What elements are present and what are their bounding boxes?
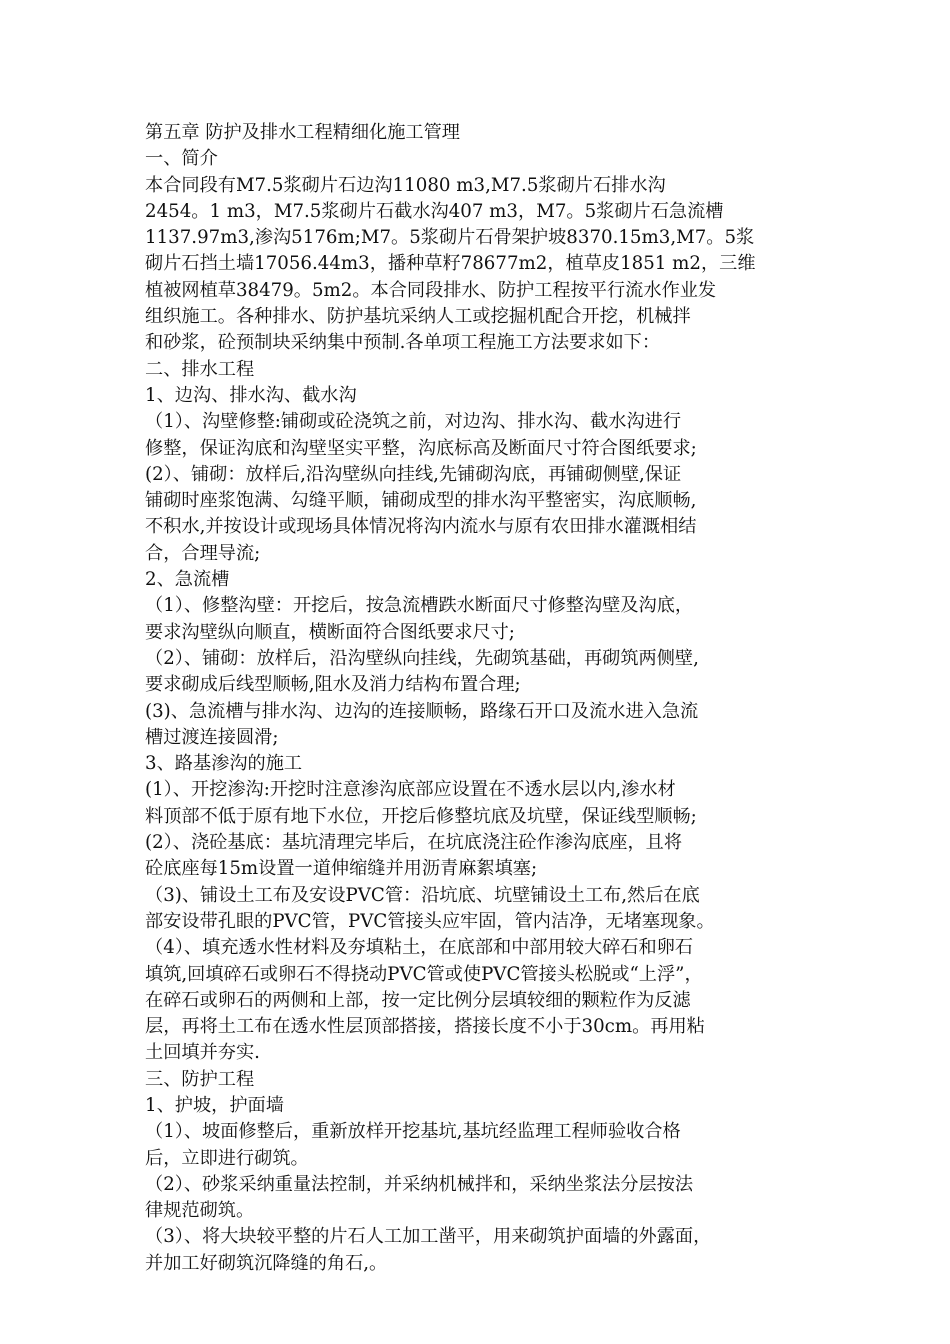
body-text-line: （3)、铺设土工布及安设PVC管：沿坑底、坑壁铺设土工布,然后在底 <box>145 884 700 906</box>
body-text-line: 层，再将土工布在透水性层顶部搭接，搭接长度不小于30cm。再用粘 <box>145 1016 705 1038</box>
body-text-line: 合，合理导流; <box>145 542 261 564</box>
intro-paragraph-line: 本合同段有M7.5浆砌片石边沟11080 m3,M7.5浆砌片石排水沟 <box>145 174 666 196</box>
body-text-line: 修整，保证沟底和沟壁坚实平整，沟底标高及断面尺寸符合图纸要求; <box>145 437 697 459</box>
body-text-line: (2）、浇砼基底：基坑清理完毕后，在坑底浇注砼作渗沟底座，且将 <box>145 832 683 854</box>
subsection-heading: 1、边沟、排水沟、截水沟 <box>145 384 357 406</box>
body-text-line: 铺砌时座浆饱满、勾缝平顺，铺砌成型的排水沟平整密实，沟底顺畅, <box>145 490 697 512</box>
body-text-line: （3）、将大块较平整的片石人工加工凿平，用来砌筑护面墙的外露面， <box>145 1226 712 1248</box>
document-body <box>145 120 820 1277</box>
section-heading-protection: 三、防护工程 <box>145 1068 255 1090</box>
body-text-line: 后，立即进行砌筑。 <box>145 1147 309 1169</box>
body-text-line: 并加工好砌筑沉降缝的角石,。 <box>145 1252 388 1274</box>
body-text-line: (1）、开挖渗沟:开挖时注意渗沟底部应设置在不透水层以内,渗水材 <box>145 779 676 801</box>
body-text-line: （2）、砂浆采纳重量法控制，并采纳机械拌和，采纳坐浆法分层按法 <box>145 1173 694 1195</box>
body-text-line: (3)、急流槽与排水沟、边沟的连接顺畅，路缘石开口及流水进入急流 <box>145 700 699 722</box>
chapter-title: 第五章 防护及排水工程精细化施工管理 <box>145 122 460 143</box>
body-text-line: （1）、修整沟壁：开挖后，按急流槽跌水断面尺寸修整沟壁及沟底， <box>145 595 694 617</box>
body-text-line: 要求砌成后线型顺畅,阻水及消力结构布置合理; <box>145 674 521 696</box>
body-text-line: （1）、沟壁修整:铺砌或砼浇筑之前，对边沟、排水沟、截水沟进行 <box>145 411 682 433</box>
body-text-line: 在碎石或卵石的两侧和上部，按一定比例分层填较细的颗粒作为反滤 <box>145 989 691 1011</box>
subsection-heading: 3、路基渗沟的施工 <box>145 753 303 775</box>
subsection-heading: 2、急流槽 <box>145 569 230 591</box>
body-text-line: 槽过渡连接圆滑; <box>145 726 279 748</box>
body-text-line: 要求沟壁纵向顺直，横断面符合图纸要求尺寸; <box>145 621 515 643</box>
body-text-line: 土回填并夯实. <box>145 1042 260 1064</box>
intro-paragraph-line: 2454。1 m3，M7.5浆砌片石截水沟407 m3，M7。5浆砌片石急流槽 <box>145 200 724 222</box>
intro-paragraph-line: 和砂浆，砼预制块采纳集中预制.各单项工程施工方法要求如下： <box>145 332 661 354</box>
body-text-line: （2）、铺砌：放样后，沿沟壁纵向挂线，先砌筑基础，再砌筑两侧壁, <box>145 647 699 669</box>
body-text-line: （4）、填充透水性材料及夯填粘土，在底部和中部用较大碎石和卵石 <box>145 937 694 959</box>
section-heading-intro: 一、简介 <box>145 148 218 170</box>
intro-paragraph-line: 植被网植草38479。5m2。本合同段排水、防护工程按平行流水作业发 <box>145 279 717 301</box>
body-text-line: 部安设带孔眼的PVC管，PVC管接头应牢固，管内洁净，无堵塞现象。 <box>145 910 715 932</box>
intro-paragraph-line: 组织施工。各种排水、防护基坑采纳人工或挖掘机配合开挖，机械拌 <box>145 306 691 328</box>
body-text-line: 律规范砌筑。 <box>145 1200 255 1222</box>
subsection-heading: 1、护坡，护面墙 <box>145 1094 284 1116</box>
body-text-line: 不积水,并按设计或现场具体情况将沟内流水与原有农田排水灌溉相结 <box>145 516 697 538</box>
intro-paragraph-line: 1137.97m3,渗沟5176m;M7。5浆砌片石骨架护坡8370.15m3,M7。5浆 <box>145 227 755 249</box>
intro-paragraph-line: 砌片石挡土墙17056.44m3，播种草籽78677m2，植草皮1851 m2，三维 <box>145 253 756 275</box>
body-text-line: (2）、铺砌：放样后,沿沟壁纵向挂线,先铺砌沟底，再铺砌侧壁,保证 <box>145 463 682 485</box>
body-text-line: 砼底座每15m设置一道伸缩缝并用沥青麻絮填塞; <box>145 858 538 880</box>
body-text-line: 料顶部不低于原有地下水位，开挖后修整坑底及坑壁，保证线型顺畅; <box>145 805 697 827</box>
body-text-line: 填筑,回填碎石或卵石不得挠动PVC管或使PVC管接头松脱或“上浮”， <box>145 963 703 985</box>
section-heading-drainage: 二、排水工程 <box>145 358 255 380</box>
body-text-line: （1）、坡面修整后，重新放样开挖基坑,基坑经监理工程师验收合格 <box>145 1121 681 1143</box>
